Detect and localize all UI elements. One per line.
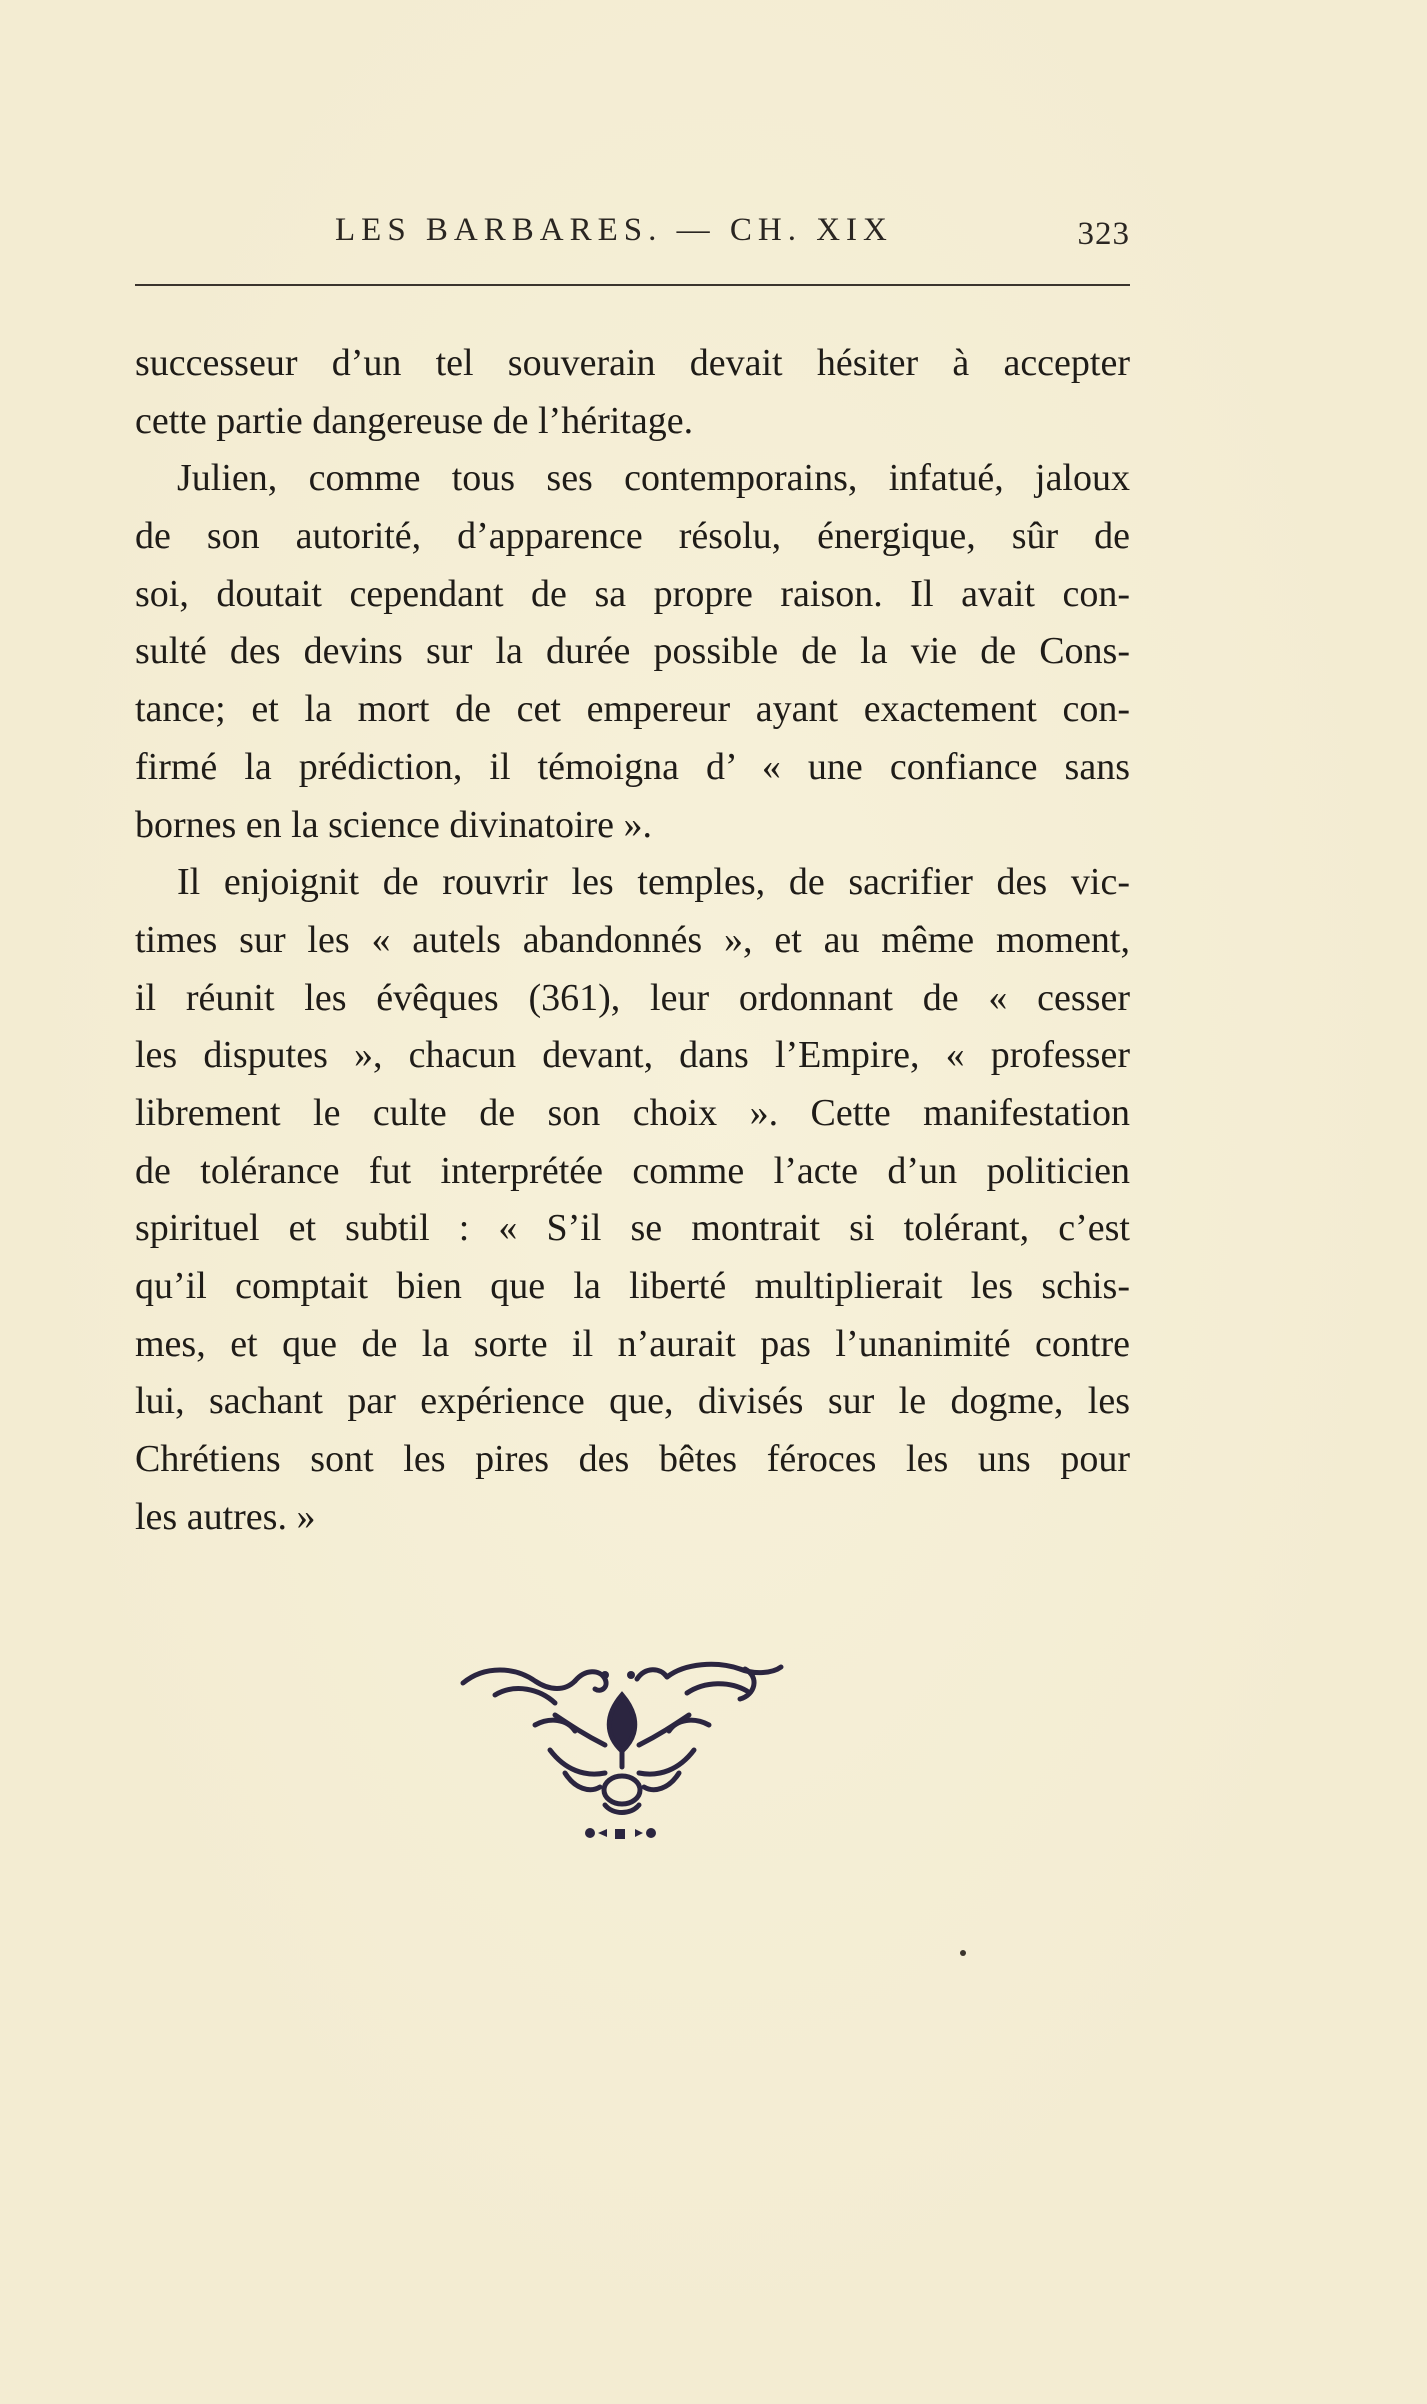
text-line: times sur les « autels abandonnés », et au même moment, [135,918,1130,961]
text-line: lui, sachant par expérience que, divisés sur le dogme, les [135,1380,1130,1423]
paper-speck [960,1950,966,1956]
body-text [135,335,1130,1546]
text-line: librement le culte de son choix ». Cette manifestation [135,1091,1130,1134]
text-line: les autres. » [135,1495,316,1538]
text-line: tance; et la mort de cet empereur ayant exactement con- [135,688,1130,731]
text-line: firmé la prédiction, il témoigna d’ « une confiance sans [135,745,1130,788]
text-line: soi, doutait cependant de sa propre raison. Il avait con- [135,572,1130,615]
text-line: les disputes », chacun devant, dans l’Empire, « professer [135,1034,1130,1077]
text-line: Julien, comme tous ses contemporains, infatué, jaloux [177,457,1130,500]
text-line: qu’il comptait bien que la liberté multiplierait les schis- [135,1265,1130,1307]
text-line: il réunit les évêques (361), leur ordonnant de « cesser [135,976,1130,1019]
text-line: Il enjoignit de rouvrir les temples, de sacrifier des vic- [177,861,1130,904]
text-line: cette partie dangereuse de l’héritage. [135,399,694,442]
text-line: successeur d’un tel souverain devait hésiter à accepter [135,342,1130,384]
text-line: spirituel et subtil : « S’il se montrait si tolérant, c’est [135,1207,1130,1250]
running-head [135,212,1130,262]
text-line: de tolérance fut interprétée comme l’acte d’un politicien [135,1149,1130,1192]
running-title: LES BARBARES. — CH. XIX [335,212,893,248]
text-line: Chrétiens sont les pires des bêtes féroces les uns pour [135,1438,1130,1481]
header-rule [135,284,1130,286]
text-line: bornes en la science divinatoire ». [135,803,653,846]
cul-de-lampe-ornament-icon [455,1655,790,1845]
text-line: mes, et que de la sorte il n’aurait pas l’unanimité contre [135,1322,1130,1365]
page-number: 323 [1077,216,1130,252]
text-line: sulté des devins sur la durée possible de la vie de Cons- [135,630,1130,673]
text-line: de son autorité, d’apparence résolu, énergique, sûr de [135,515,1130,558]
